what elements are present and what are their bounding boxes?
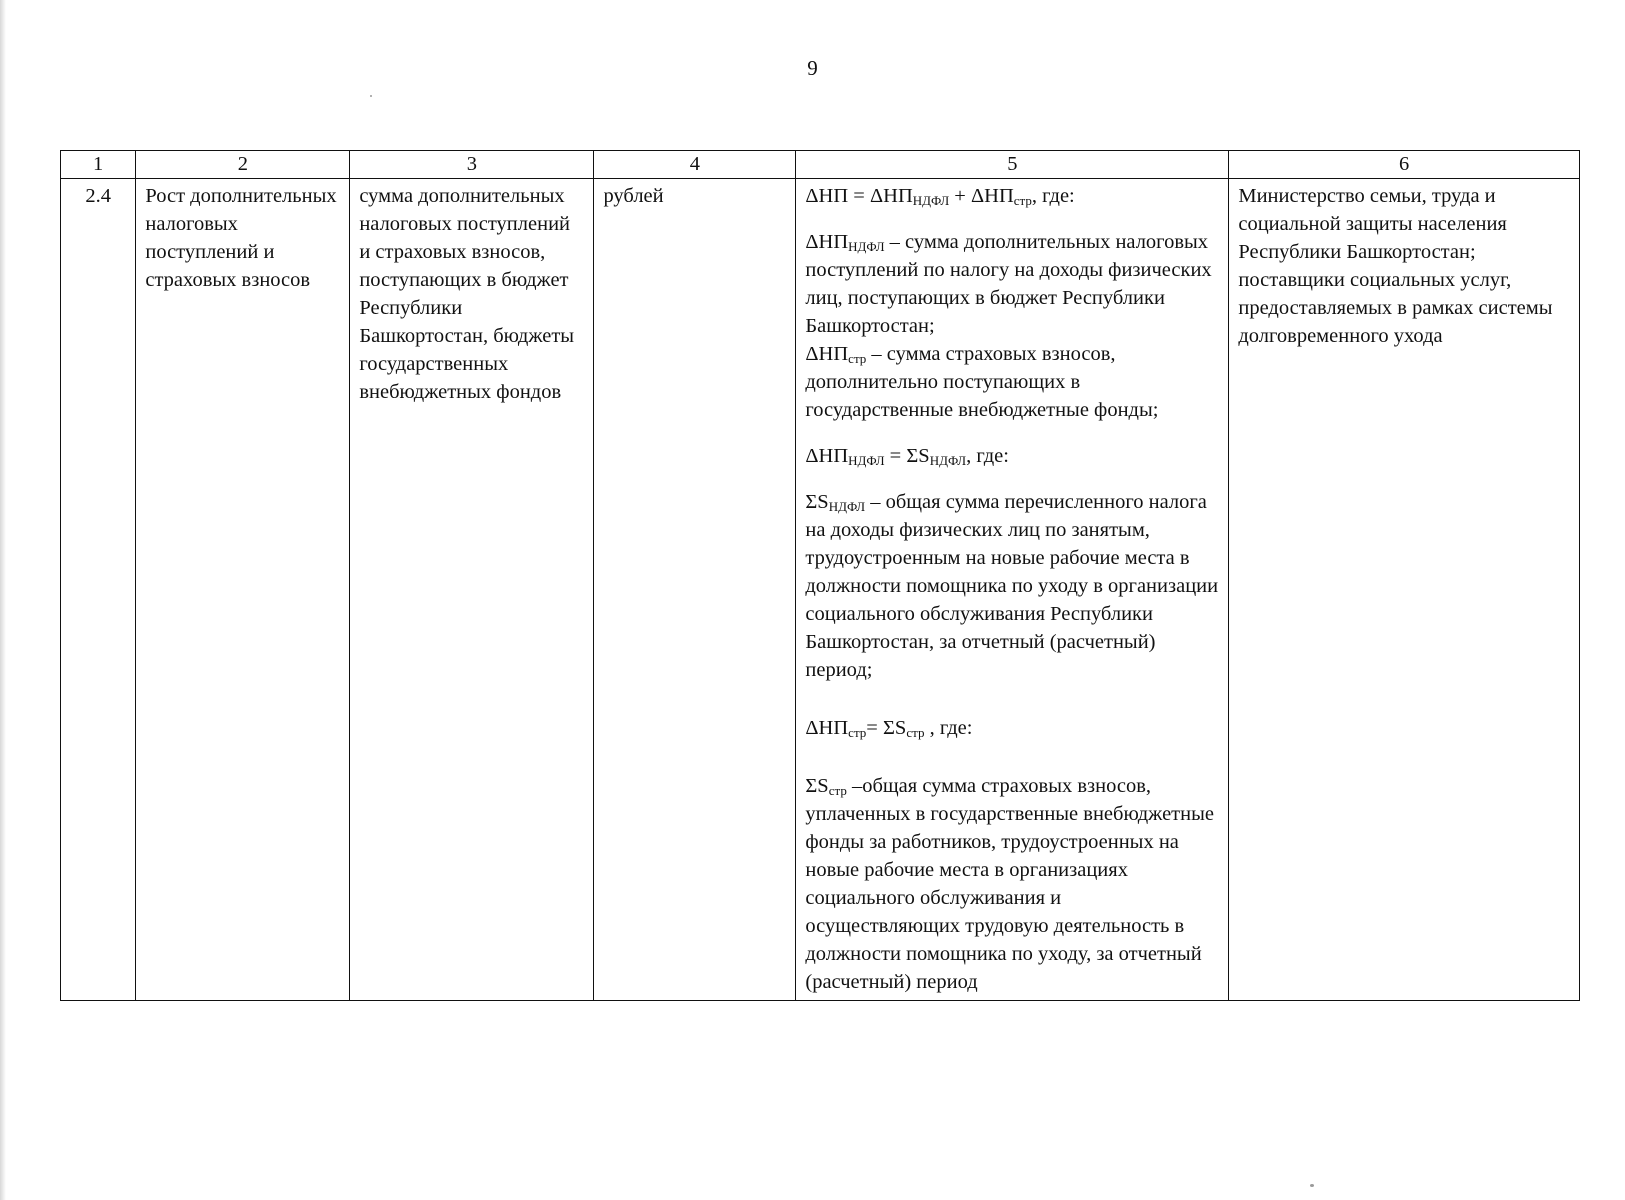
scan-speck — [370, 95, 372, 97]
formula-insurance: $\Delta НП_{стр}= \Sigma S_{стр}$ , где: — [805, 717, 973, 740]
scan-speck — [1310, 1184, 1314, 1187]
formula-ndfl: $\Delta НП_{НДФЛ} = \Sigma S_{НДФЛ}$, где: — [805, 445, 1009, 468]
calculation-method — [796, 179, 1229, 1001]
table-row — [61, 179, 1580, 1001]
indicator-name: Рост дополнительных налоговых поступлений и страховых взносов — [136, 179, 350, 1001]
column-number: 3 — [350, 151, 594, 179]
definition-sum-insurance: $\Sigma S_{стр}$ –общая сумма страховых взносов, уплаченных в государственные внебюджетные фонды за работников, трудоустроенных на новые рабочие места в организациях социального обслуживания и осуществляющих трудовую деятельность в должности помощника по уходу, за отчетный (расчетный) период — [805, 775, 1214, 993]
indicator-table — [60, 150, 1580, 1001]
column-number-row — [61, 151, 1580, 179]
unit-of-measure: рублей — [594, 179, 796, 1001]
column-number: 2 — [136, 151, 350, 179]
formula-main: $\Delta НП = \Delta НП_{НДФЛ} + \Delta НП_{стр}$, где: — [805, 185, 1075, 208]
definition-insurance: $\Delta НП_{стр}$ – сумма страховых взносов, дополнительно поступающих в государственные внебюджетные фонды; — [805, 343, 1159, 421]
indicator-definition: сумма дополнительных налоговых поступлений и страховых взносов, поступающих в бюджет Республики Башкортостан, бюджеты государственных внебюджетных фондов — [350, 179, 594, 1001]
column-number: 4 — [594, 151, 796, 179]
responsible-executors: Министерство семьи, труда и социальной защиты населения Республики Башкортостан; поставщики социальных услуг, предоставляемых в рамках системы долговременного ухода — [1229, 179, 1580, 1001]
definition-ndfl: $\Delta НП_{НДФЛ}$ – сумма дополнительных налоговых поступлений по налогу на доходы физических лиц, поступающих в бюджет Республики Башкортостан; — [805, 231, 1212, 337]
column-number: 1 — [61, 151, 136, 179]
column-number: 6 — [1229, 151, 1580, 179]
row-number: 2.4 — [61, 179, 136, 1001]
column-number: 5 — [796, 151, 1229, 179]
definition-sum-ndfl: $\Sigma S_{НДФЛ}$ – общая сумма перечисленного налога на доходы физических лиц по занятым, трудоустроенным на новые рабочие места в должности помощника по уходу в организации социального обслуживания Республики Башкортостан, за отчетный (расчетный) период; — [805, 491, 1219, 681]
page-number: 9 — [807, 56, 818, 80]
scan-edge-shadow — [0, 0, 6, 1200]
